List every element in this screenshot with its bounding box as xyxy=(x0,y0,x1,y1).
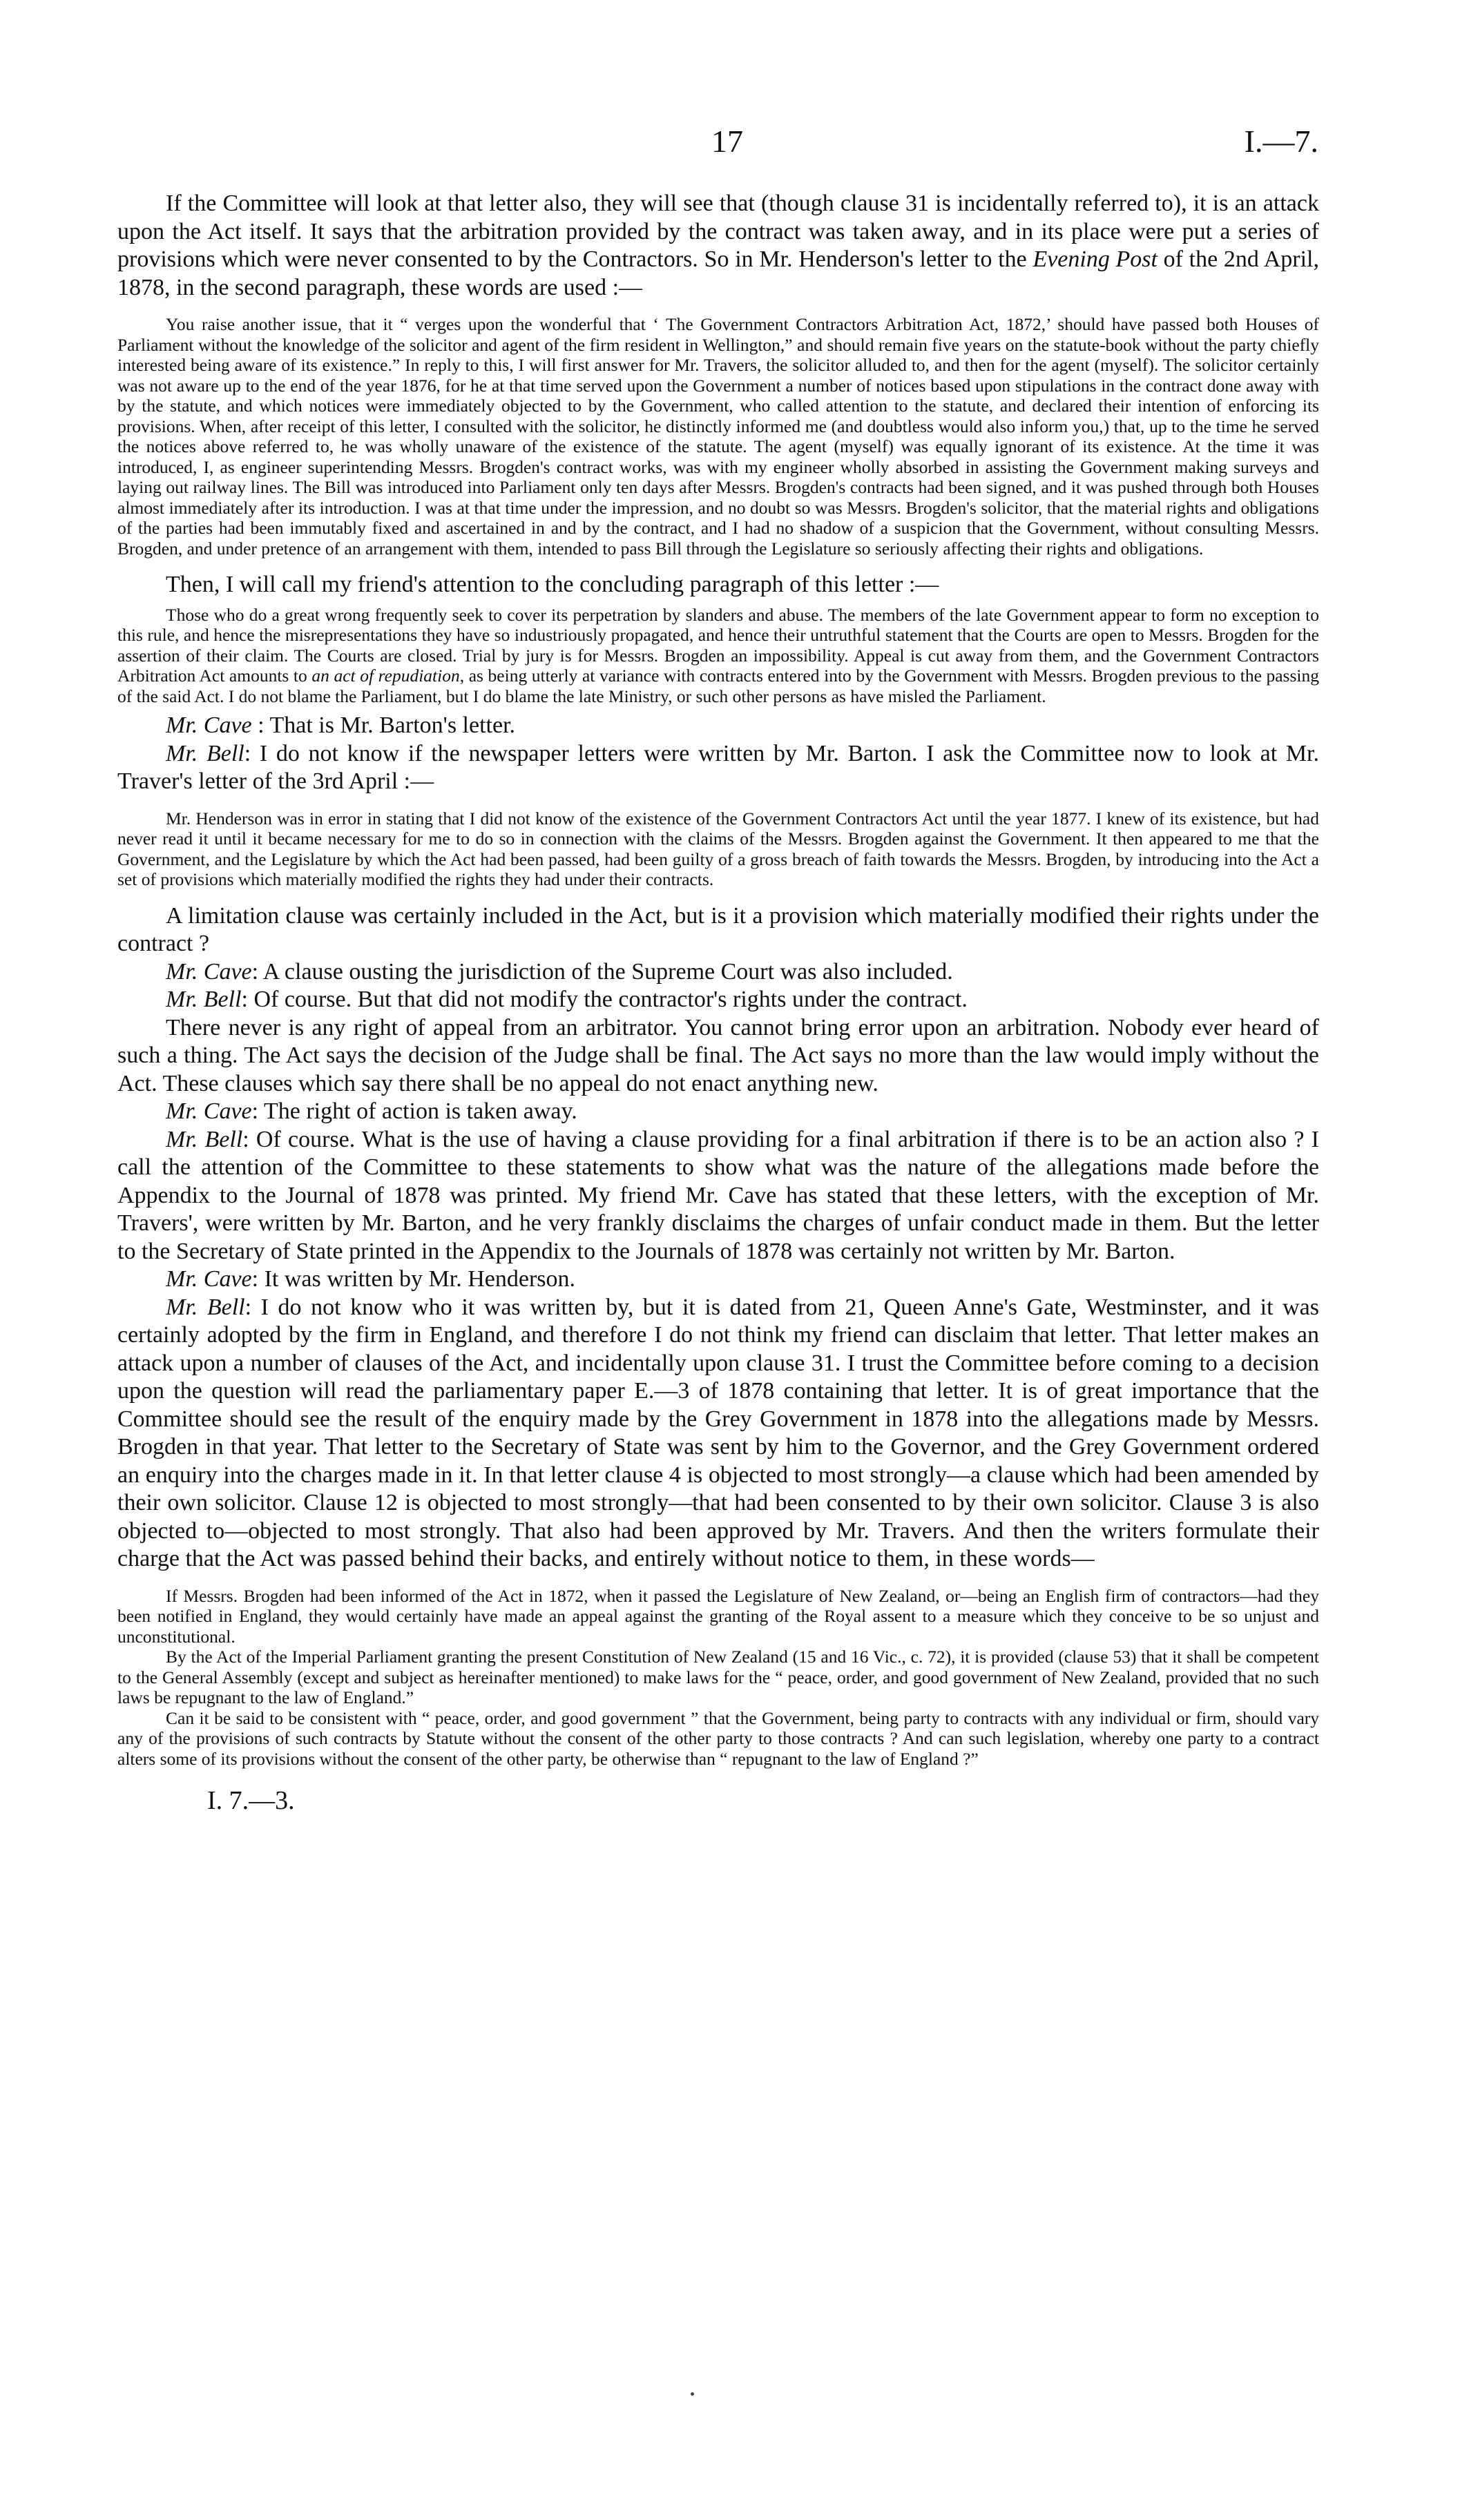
dialogue-line: Mr. Cave: It was written by Mr. Henderson. xyxy=(166,1266,576,1292)
document-body xyxy=(117,190,1319,1816)
stray-mark xyxy=(691,2392,694,2396)
speaker-name: Mr. Cave xyxy=(166,1098,252,1124)
page-header xyxy=(117,123,1318,164)
dialogue-line: Mr. Cave: A clause ousting the jurisdiction of the Supreme Court was also included. xyxy=(166,958,953,985)
speaker-name: Mr. Bell xyxy=(166,740,244,766)
sheet-reference: I.—7. xyxy=(1244,124,1318,159)
dialogue-line: Mr. Bell: I do not know who it was written by, but it is dated from 21, Queen Anne's Gate, Westminster, and it was certainly adopted by the firm in England, and therefore I do not think my friend can disclaim that letter. That letter makes an attack upon a number of clauses of the Act, and incidentally upon clause 31. I trust the Committee before coming to a decision upon the question will read the parliamentary paper E.—3 of 1878 containing that letter. It is of great importance that the Committee should see the result of the enquiry made by the Grey Government in 1878 into the allegations made by Messrs. Brogden in that year. That letter to the Secretary of State was sent by him to the Governor, and the Grey Government ordered an enquiry into the charges made in it. In that letter clause 4 is objected to most strongly—a clause which had been amended by their own solicitor. Clause 12 is objected to most strongly—that had been consented to by their own solicitor. Clause 3 is also objected to—objected to most strongly. That also had been approved by Mr. Travers. And then the writers formulate their charge that the Act was passed behind their backs, and entirely without notice to them, in these words— xyxy=(117,1294,1319,1571)
speaker-name: Mr. Bell xyxy=(166,1126,243,1152)
quoted-letter: Mr. Henderson was in error in stating that I did not know of the existence of the Government Contractors Act until the year 1877. I knew of its existence, but had never read it until it became necessary for me to do so in connection with the claims of the Messrs. Brogden against the Government. It then appeared to me that the Government, and the Legislature by which the Act had been passed, had been guilty of a gross breach of faith towards the Messrs. Brogden, by introducing into the Act a set of provisions which materially modified the rights they had under their contracts. xyxy=(117,808,1319,889)
dialogue-line: Mr. Bell: I do not know if the newspaper letters were written by Mr. Barton. I ask the Committee now to look at Mr. Traver's letter of the 3rd April :— xyxy=(117,740,1319,794)
speaker-name: Mr. Bell xyxy=(166,987,242,1012)
dialogue-line: Mr. Bell: Of course. But that did not modify the contractor's rights under the contract. xyxy=(166,987,968,1012)
dialogue-line: Mr. Bell: Of course. What is the use of having a clause providing for a final arbitration if there is to be an action also ? I call the attention of the Committee to these statements to show what was the nature of the allegations made before the Appendix to the Journal of 1878 was printed. My friend Mr. Cave has stated that these letters, with the exception of Mr. Travers', were written by Mr. Barton, and he very frankly disclaims the charges of unfair conduct made in them. But the letter to the Secretary of State printed in the Appendix to the Journals of 1878 was certainly not written by Mr. Barton. xyxy=(117,1126,1319,1264)
paragraph: Then, I will call my friend's attention to the concluding paragraph of this letter :— xyxy=(166,572,939,597)
dialogue-line: Mr. Cave : That is Mr. Barton's letter. xyxy=(166,713,516,738)
paragraph: There never is any right of appeal from an arbitrator. You cannot bring error upon an arbitration. Nobody ever heard of such a thing. The Act says the decision of the Judge shall be final. The Act says no more than the law would imply without the Act. These clauses which say there shall be no appeal do not enact anything new. xyxy=(117,1014,1319,1096)
dialogue-line: Mr. Cave: The right of action is taken away. xyxy=(166,1098,577,1124)
page-number: 17 xyxy=(711,124,743,159)
quoted-letter: You raise another issue, that it “ verges upon the wonderful that ‘ The Government Contractors Arbitration Act, 1872,’ should have passed both Houses of Parliament without the knowledge of the solicitor and agent of the firm resident in Wellington,” and should remain five years on the statute-book without the party chiefly interested being aware of its existence.” In reply to this, I will first answer for Mr. Travers, the solicitor alluded to, and then for the agent (myself). The solicitor certainly was not aware up to the end of the year 1876, for he at that time served upon the Government a number of notices based upon stipulations in the contract done away with by the statute, and which notices were immediately objected to by the Government, who called attention to the statute, and declared their intention of enforcing its provisions. When, after receipt of this letter, I consulted with the solicitor, he distinctly informed me (and doubtless would also inform you,) that, up to the time he served the notices above referred to, he was wholly unaware of the existence of the statute. The agent (myself) was equally ignorant of its existence. At the time it was introduced, I, as engineer superintending Messrs. Brogden's contract works, was with my engineer wholly absorbed in assisting the Government making surveys and laying out railway lines. The Bill was introduced into Parliament only ten days after Messrs. Brogden's contracts had been signed, and it was pushed through both Houses almost immediately after its introduction. I was at that time under the impression, and no doubt so was Messrs. Brogden's solicitor, that the material rights and obligations of the parties had been immutably fixed and ascertained in and by the contract, and I had no shadow of a suspicion that the Government, without consulting Messrs. Brogden, and under pretence of an arrangement with them, intended to pass Bill through the Legislature so seriously affecting their rights and obligations. xyxy=(117,314,1319,559)
speaker-name: Mr. Bell xyxy=(166,1294,245,1320)
speaker-name: Mr. Cave xyxy=(166,713,252,738)
quoted-letter: If Messrs. Brogden had been informed of the Act in 1872, when it passed the Legislature of New Zealand, or—being an English firm of contractors—had they been notified in England, they would certainly have made an appeal against the granting of the Royal assent to a measure which they conceive to be so unjust and unconstitutional. xyxy=(117,1585,1319,1647)
quoted-letter: Those who do a great wrong frequently seek to cover its perpetration by slanders and abuse. The members of the late Government appear to form no exception to this rule, and hence the misrepresentations they have so industriously propagated, and hence their untruthful statement that the Courts are open to Messrs. Brogden for the assertion of their claim. The Courts are closed. Trial by jury is for Messrs. Brogden an impossibility. Appeal is cut away from them, and the Government Contractors Arbitration Act amounts to an act of repudiation, as being utterly at variance with contracts entered into by the Government with Messrs. Brogden previous to the passing of the said Act. I do not blame the Parliament, but I do blame the late Ministry, or such other persons as have misled the Parliament. xyxy=(117,604,1319,706)
speaker-name: Mr. Cave xyxy=(166,1266,252,1292)
footer-sheet-reference: I. 7.—3. xyxy=(207,1786,295,1815)
speaker-name: Mr. Cave xyxy=(166,958,252,985)
paragraph: If the Committee will look at that letter also, they will see that (though clause 31 is incidentally referred to), it is an attack upon the Act itself. It says that the arbitration provided by the contract was taken away, and in its place were put a series of provisions which were never consented to by the Contractors. So in Mr. Henderson's letter to the Evening Post of the 2nd April, 1878, in the second paragraph, these words are used :— xyxy=(117,191,1319,300)
quoted-letter: By the Act of the Imperial Parliament granting the present Constitution of New Zealand (15 and 16 Vic., c. 72), it is provided (clause 53) that it shall be competent to the General Assembly (except and subject as hereinafter mentioned) to make laws for the “ peace, order, and good government of New Zealand, provided that no such laws be repugnant to the law of England.” xyxy=(117,1647,1319,1707)
paragraph: A limitation clause was certainly included in the Act, but is it a provision which materially modified their rights under the contract ? xyxy=(117,902,1319,956)
quoted-letter: Can it be said to be consistent with “ peace, order, and good government ” that the Government, being party to contracts with any individual or firm, should vary any of the provisions of such contracts by Statute without the consent of the other party to those contracts ? And can such legislation, whereby one party to a contract alters some of its provisions without the consent of the other party, be otherwise than “ repugnant to the law of England ?” xyxy=(117,1707,1319,1769)
